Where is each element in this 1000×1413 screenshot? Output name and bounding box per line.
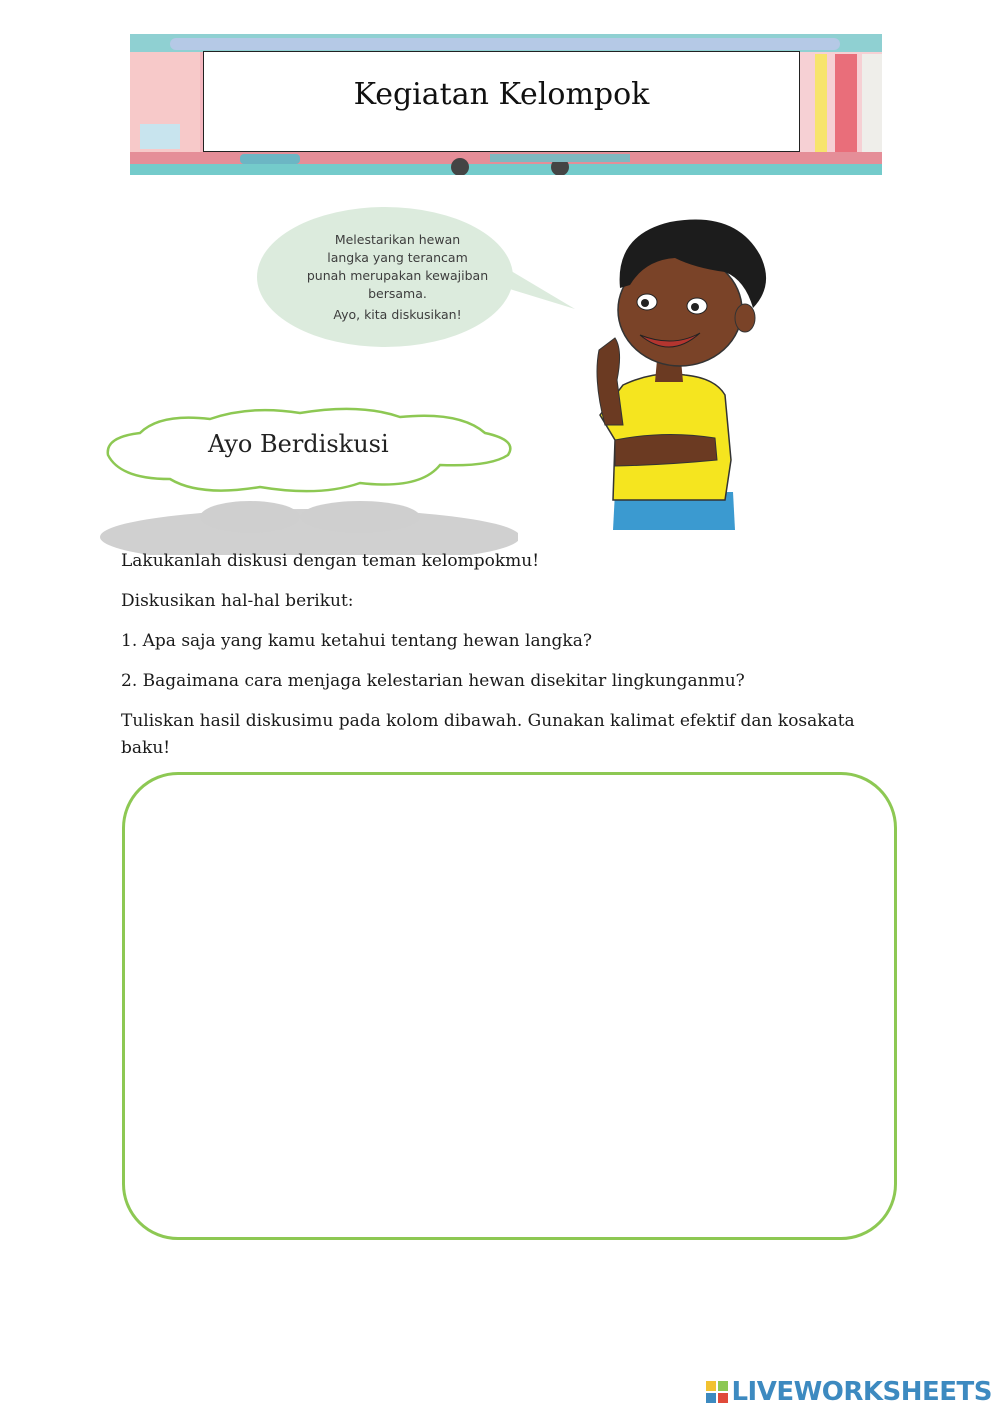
cloud-shape	[100, 405, 518, 555]
header-banner	[130, 34, 882, 175]
speech-line: langka yang terancam	[327, 250, 468, 265]
page-title: Kegiatan Kelompok	[353, 77, 650, 112]
instruction-intro: Lakukanlah diskusi dengan teman kelompokmu!	[121, 551, 540, 571]
answer-box[interactable]	[122, 772, 897, 1240]
speech-line: bersama.	[368, 286, 427, 301]
title-box	[203, 51, 800, 152]
instruction-task: Tuliskan hasil diskusimu pada kolom dibawah. Gunakan kalimat efektif dan kosakata baku!	[121, 711, 855, 758]
liveworksheets-brand	[706, 1377, 992, 1407]
question-1: 1. Apa saja yang kamu ketahui tentang hewan langka?	[121, 631, 592, 651]
liveworksheets-logo-icon	[706, 1381, 728, 1403]
boy-illustration	[585, 210, 785, 535]
brand-text: LIVEWORKSHEETS	[731, 1377, 992, 1407]
instructions	[121, 548, 881, 775]
instruction-lead: Diskusikan hal-hal berikut:	[121, 591, 354, 611]
speech-bubble-text	[275, 231, 520, 324]
speech-call: Ayo, kita diskusikan!	[333, 307, 462, 322]
speech-line: Melestarikan hewan	[334, 232, 461, 247]
speech-line: punah merupakan kewajiban	[306, 268, 489, 283]
section-title: Ayo Berdiskusi	[208, 430, 389, 458]
question-2: 2. Bagaimana cara menjaga kelestarian hewan disekitar lingkunganmu?	[121, 671, 745, 691]
